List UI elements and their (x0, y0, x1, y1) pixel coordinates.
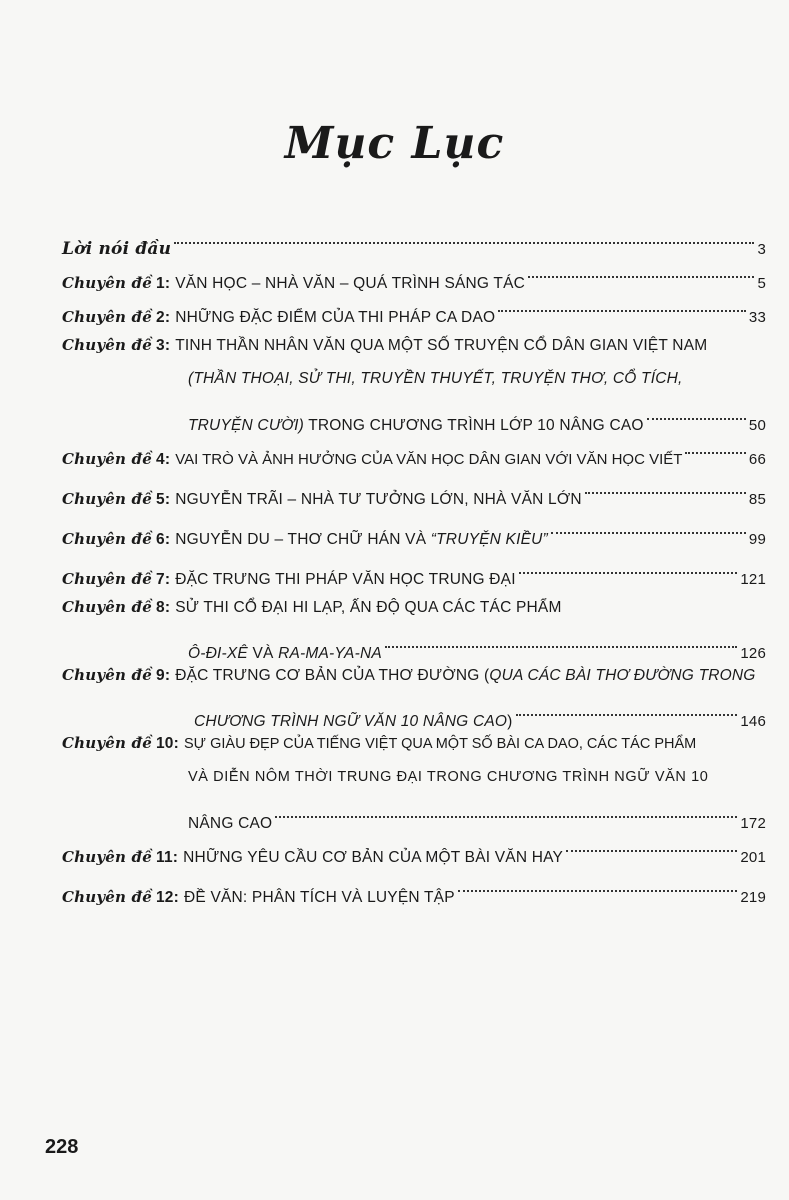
chapter-title: NGUYỄN TRÃI – NHÀ TƯ TƯỞNG LỚN, NHÀ VĂN LỚN (175, 491, 582, 508)
page-number: 228 (45, 1136, 79, 1158)
colon: : (164, 337, 171, 354)
chapter-title-italic: “TRUYỆN KIỀU” (430, 531, 548, 548)
chapter-label: Chuyên đề (62, 666, 152, 684)
colon: : (172, 849, 179, 866)
leader-dots (498, 288, 746, 322)
chapter-label: Chuyên đề (62, 888, 152, 906)
toc-entry-4 (62, 430, 766, 468)
chapter-number: 12 (155, 889, 174, 906)
table-of-contents (62, 220, 766, 906)
toc-entry-5 (62, 470, 766, 508)
toc-entry-8 (62, 590, 766, 662)
chapter-title-line-2-italic: CHƯƠNG TRÌNH NGỮ VĂN 10 NÂNG CAO (194, 713, 508, 730)
colon: : (173, 735, 180, 752)
toc-entry-6 (62, 510, 766, 548)
page-ref: 85 (748, 491, 766, 508)
chapter-title: NHỮNG YÊU CẦU CƠ BẢN CỦA MỘT BÀI VĂN HAY (183, 849, 564, 866)
chapter-number: 3 (155, 337, 165, 354)
leader-dots (528, 254, 754, 288)
page-ref: 50 (748, 417, 766, 434)
work-title-odyssey: Ô-ĐI-XÊ (188, 645, 248, 662)
page-ref: 219 (740, 889, 766, 906)
chapter-number: 8 (155, 599, 165, 616)
colon: : (164, 531, 171, 548)
chapter-title-line-2: (THẦN THOẠI, SỬ THI, TRUYỀN THUYẾT, TRUYỆN THƠ, CỔ TÍCH, (188, 370, 683, 387)
toc-entry-1 (62, 254, 766, 292)
leader-dots (385, 624, 737, 658)
chapter-number: 2 (155, 309, 165, 326)
chapter-title-line-1: SỰ GIÀU ĐẸP CỦA TIẾNG VIỆT QUA MỘT SỐ BÀI CA DAO, CÁC TÁC PHẨM (184, 736, 697, 752)
chapter-number: 5 (155, 491, 165, 508)
chapter-number: 1 (155, 275, 165, 292)
toc-entry-12 (62, 868, 766, 906)
chapter-label: Chuyên đề (62, 734, 152, 752)
leader-dots (516, 692, 738, 726)
colon: : (164, 275, 171, 292)
leader-dots (275, 794, 737, 828)
chapter-label: Chuyên đề (62, 848, 152, 866)
page-ref: 99 (748, 531, 766, 548)
leader-dots (585, 470, 746, 504)
chapter-number: 9 (155, 667, 165, 684)
chapter-title: NGUYỄN DU – THƠ CHỮ HÁN VÀ (175, 531, 431, 548)
chapter-label: Chuyên đề (62, 274, 152, 292)
leader-dots (174, 220, 754, 254)
chapter-title: ĐỀ VĂN: PHÂN TÍCH VÀ LUYỆN TẬP (184, 889, 455, 906)
leader-dots (551, 510, 746, 544)
page-title: Mục Lục (284, 118, 505, 169)
toc-entry-2 (62, 288, 766, 326)
toc-entry-3 (62, 328, 766, 434)
page-ref: 66 (748, 451, 766, 468)
chapter-number: 11 (155, 849, 173, 866)
toc-entry-10 (62, 726, 766, 832)
chapter-title: NHỮNG ĐẶC ĐIỂM CỦA THI PHÁP CA DAO (175, 309, 496, 326)
toc-entry-9 (62, 658, 766, 730)
leader-dots (458, 868, 738, 902)
colon: : (164, 451, 171, 468)
page-ref: 146 (740, 713, 766, 730)
colon: : (164, 491, 171, 508)
chapter-title-line-2: ) (507, 713, 513, 730)
conjunction: VÀ (247, 645, 279, 662)
chapter-title-line-2: VÀ DIỄN NÔM THỜI TRUNG ĐẠI TRONG CHƯƠNG TRÌNH NGỮ VĂN 10 (188, 769, 709, 785)
page-ref: 5 (757, 275, 766, 292)
page-ref: 3 (757, 241, 766, 258)
chapter-title-line-1: TINH THẦN NHÂN VĂN QUA MỘT SỐ TRUYỆN CỔ DÂN GIAN VIỆT NAM (175, 337, 708, 354)
page-ref: 172 (740, 815, 766, 832)
chapter-title-line-1: SỬ THI CỔ ĐẠI HI LẠP, ẤN ĐỘ QUA CÁC TÁC PHẨM (175, 599, 562, 616)
chapter-label: Chuyên đề (62, 308, 152, 326)
chapter-title: VAI TRÒ VÀ ẢNH HƯỞNG CỦA VĂN HỌC DÂN GIAN VỚI VĂN HỌC VIẾT (175, 451, 683, 468)
leader-dots (647, 396, 746, 430)
chapter-label: Chuyên đề (62, 336, 152, 354)
chapter-label: Chuyên đề (62, 530, 152, 548)
colon: : (164, 667, 171, 684)
chapter-number: 4 (155, 451, 165, 468)
chapter-label: Chuyên đề (62, 598, 152, 616)
toc-entry-intro (62, 220, 766, 259)
page-ref: 201 (740, 849, 766, 866)
work-title-ramayana: RA-MA-YA-NA (278, 645, 382, 662)
chapter-title-line-3-italic: TRUYỆN CƯỜI) (188, 417, 304, 434)
leader-dots (685, 430, 745, 464)
chapter-title-line-1-italic: QUA CÁC BÀI THƠ ĐƯỜNG TRONG (489, 667, 756, 684)
chapter-title: VĂN HỌC – NHÀ VĂN – QUÁ TRÌNH SÁNG TÁC (175, 275, 526, 292)
toc-entry-11 (62, 828, 766, 866)
chapter-number: 6 (155, 531, 165, 548)
page-ref: 126 (740, 645, 766, 662)
colon: : (164, 599, 171, 616)
chapter-number: 7 (155, 571, 165, 588)
chapter-title-line-3: NÂNG CAO (188, 815, 273, 832)
colon: : (173, 889, 180, 906)
toc-entry-7 (62, 550, 766, 588)
colon: : (164, 571, 171, 588)
intro-label: Lời nói đầu (62, 239, 172, 259)
chapter-label: Chuyên đề (62, 450, 152, 468)
page-ref: 33 (748, 309, 766, 326)
leader-dots (566, 828, 737, 862)
chapter-title-line-3: TRONG CHƯƠNG TRÌNH LỚP 10 NÂNG CAO (303, 417, 644, 434)
colon: : (164, 309, 171, 326)
page-ref: 121 (740, 571, 766, 588)
leader-dots (519, 550, 738, 584)
chapter-number: 10 (155, 735, 174, 752)
chapter-title-line-1: ĐẶC TRƯNG CƠ BẢN CỦA THƠ ĐƯỜNG ( (175, 667, 490, 684)
chapter-title: ĐẶC TRƯNG THI PHÁP VĂN HỌC TRUNG ĐẠI (175, 571, 516, 588)
chapter-label: Chuyên đề (62, 490, 152, 508)
chapter-label: Chuyên đề (62, 570, 152, 588)
